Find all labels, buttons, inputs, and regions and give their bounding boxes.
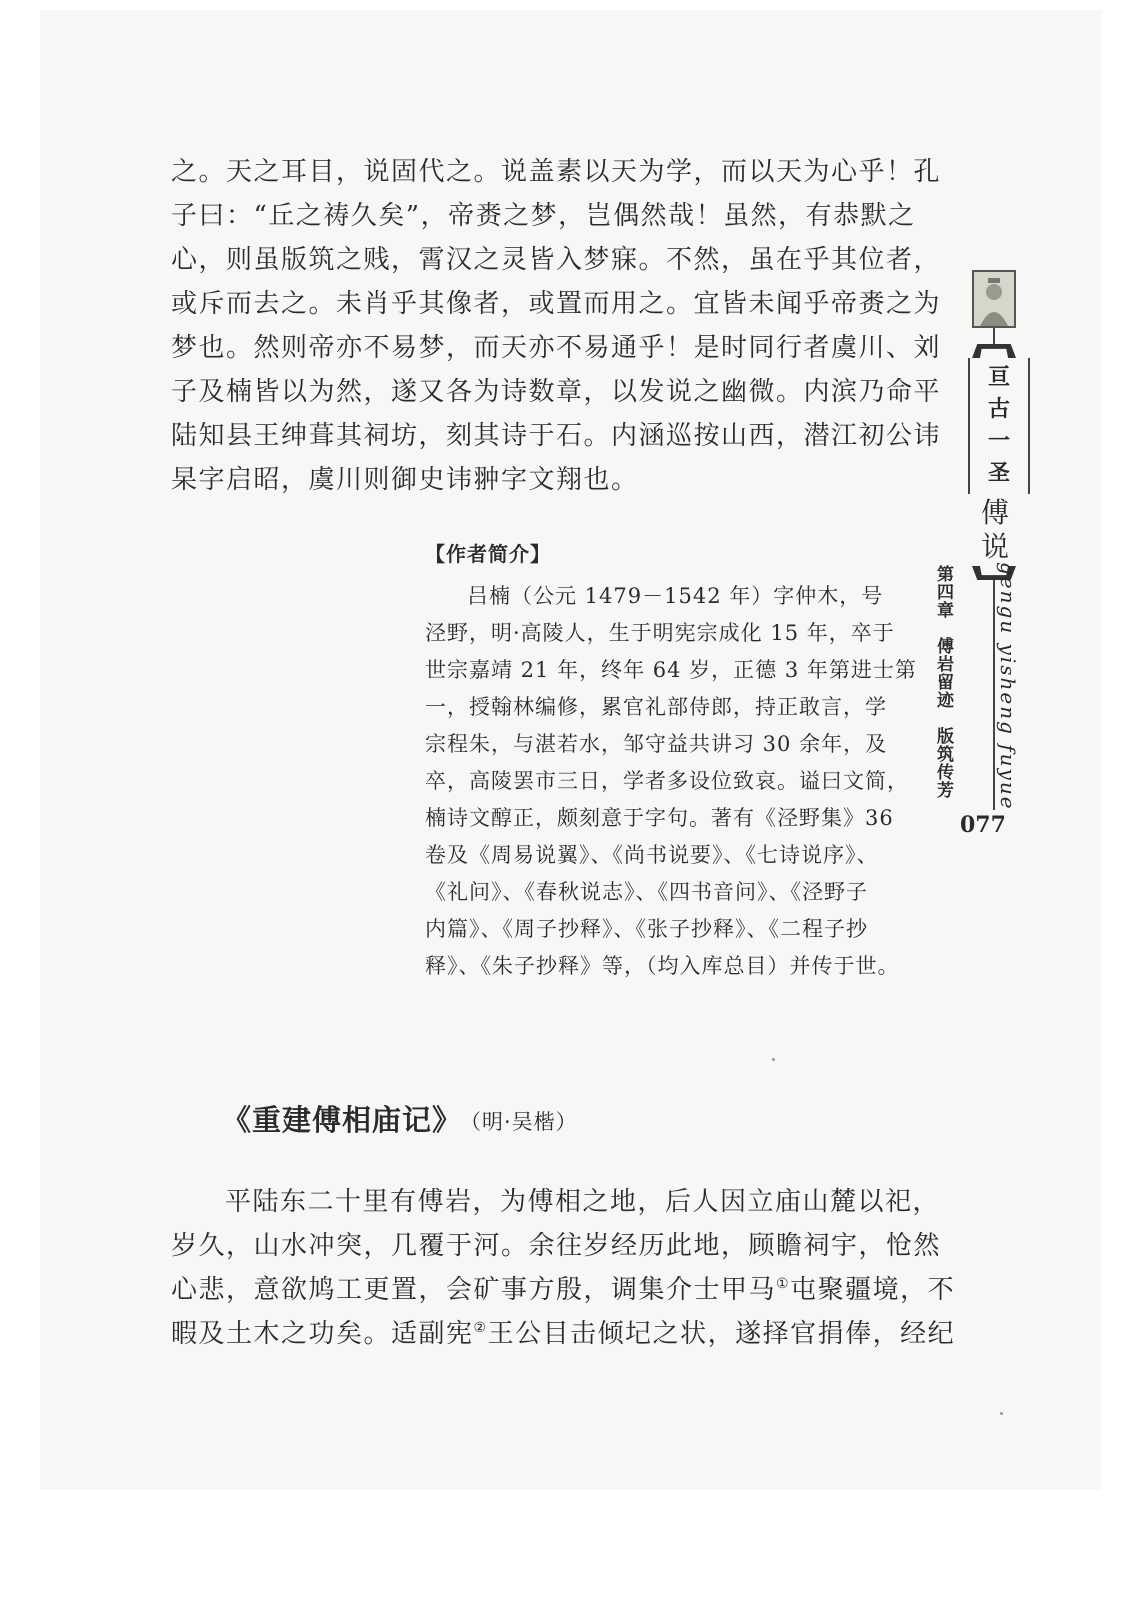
bio-line: 吕楠（公元 1479－1542 年）字仲木，号: [467, 584, 884, 608]
bio-line: 泾野，明·高陵人，生于明宪宗成化 15 年，卒于: [425, 621, 895, 645]
side-rail: [960, 270, 1050, 850]
bio-line: 《礼问》、《春秋说志》、《四书音问》、《泾野子: [425, 880, 868, 904]
chapter-label: 第四章 傅岩留迹 版筑传芳: [933, 565, 953, 799]
text-line: 子曰：“丘之祷久矣”，帝赉之梦，岂偶然哉！虽然，有恭默之: [171, 201, 916, 231]
bio-line: 释》、《朱子抄释》等，（均入库总目）并传于世。: [425, 954, 900, 978]
text-line: 陆知县王绅葺其祠坊，刻其诗于石。内涵巡按山西，潜江初公讳: [171, 421, 942, 451]
text-segment: 暇及土木之功矣。适副宪: [171, 1319, 474, 1349]
text-line: 子及楠皆以为然，遂又各为诗数章，以发说之幽微。内滨乃命平: [171, 377, 942, 407]
text-line: 岁久，山水冲突，几覆于河。余往岁经历此地，顾瞻祠宇，怆然: [171, 1231, 942, 1261]
text-line: 杲字启昭，虞川则御史讳翀字文翔也。: [171, 465, 639, 495]
bio-line: 楠诗文醇正，颇刻意于字句。著有《泾野集》36: [425, 806, 894, 830]
author-bio: [425, 578, 925, 985]
pinyin-title: gengu yisheng fuyue: [996, 562, 1020, 811]
text-segment: 屯聚疆境，不: [790, 1275, 956, 1305]
text-line: [171, 1312, 956, 1356]
rail-divider: [993, 580, 995, 810]
title-char: 傅: [980, 496, 1009, 529]
seal-char: 古: [987, 397, 1010, 422]
speck: [1000, 1412, 1003, 1415]
seal-char: 一: [987, 429, 1010, 454]
bracket-top: [972, 344, 1016, 358]
author-bio-heading: 【作者简介】: [425, 542, 551, 566]
article-title: 《重建傅相庙记》: [222, 1103, 463, 1137]
seal-text: [968, 358, 1030, 494]
text-line: 之。天之耳目，说固代之。说盖素以天为学，而以天为心乎！孔: [171, 157, 942, 187]
page-number: 077: [960, 812, 1006, 838]
bio-line: 卷及《周易说翼》、《尚书说要》、《七诗说序》、: [425, 843, 879, 867]
article-author: （明·吴楷）: [460, 1110, 578, 1134]
text-line: 平陆东二十里有傅岩，为傅相之地，后人因立庙山麓以祀，: [225, 1187, 941, 1217]
portrait-icon: [972, 270, 1016, 328]
seal-char: 亘: [987, 365, 1010, 390]
text-line: 梦也。然则帝亦不易梦，而天亦不易通乎！是时同行者虞川、刘: [171, 333, 942, 363]
footnote-marker[interactable]: ②: [473, 1320, 488, 1336]
text-line: [171, 1268, 956, 1312]
bio-line: 世宗嘉靖 21 年，终年 64 岁，正德 3 年第进士第: [425, 658, 917, 682]
article-body: [171, 1180, 956, 1356]
bio-line: 一，授翰林编修，累官礼部侍郎，持正敢言，学: [425, 695, 887, 719]
footnote-marker[interactable]: ①: [776, 1276, 791, 1292]
title-char: 说: [980, 530, 1009, 563]
main-paragraph: [171, 150, 942, 502]
text-segment: 王公目击倾圮之状，遂择官捐俸，经纪: [487, 1319, 956, 1349]
bio-line: 宗程朱，与湛若水，邹守益共讲习 30 余年，及: [425, 732, 888, 756]
speck: [772, 1058, 775, 1061]
text-segment: 心悲，意欲鸠工更置，会矿事方殷，调集介士甲马: [171, 1275, 777, 1305]
text-line: 心，则虽版筑之贱，霄汉之灵皆入梦寐。不然，虽在乎其位者，: [171, 245, 942, 275]
bio-line: 卒，高陵罢市三日，学者多设位致哀。谥曰文简，: [425, 769, 909, 793]
seal-char: 圣: [987, 461, 1010, 486]
bio-line: 内篇》、《周子抄释》、《张子抄释》、《二程子抄: [425, 917, 868, 941]
text-line: 或斥而去之。未肖乎其像者，或置而用之。宜皆未闻乎帝赉之为: [171, 289, 942, 319]
rail-title: [970, 496, 1020, 564]
